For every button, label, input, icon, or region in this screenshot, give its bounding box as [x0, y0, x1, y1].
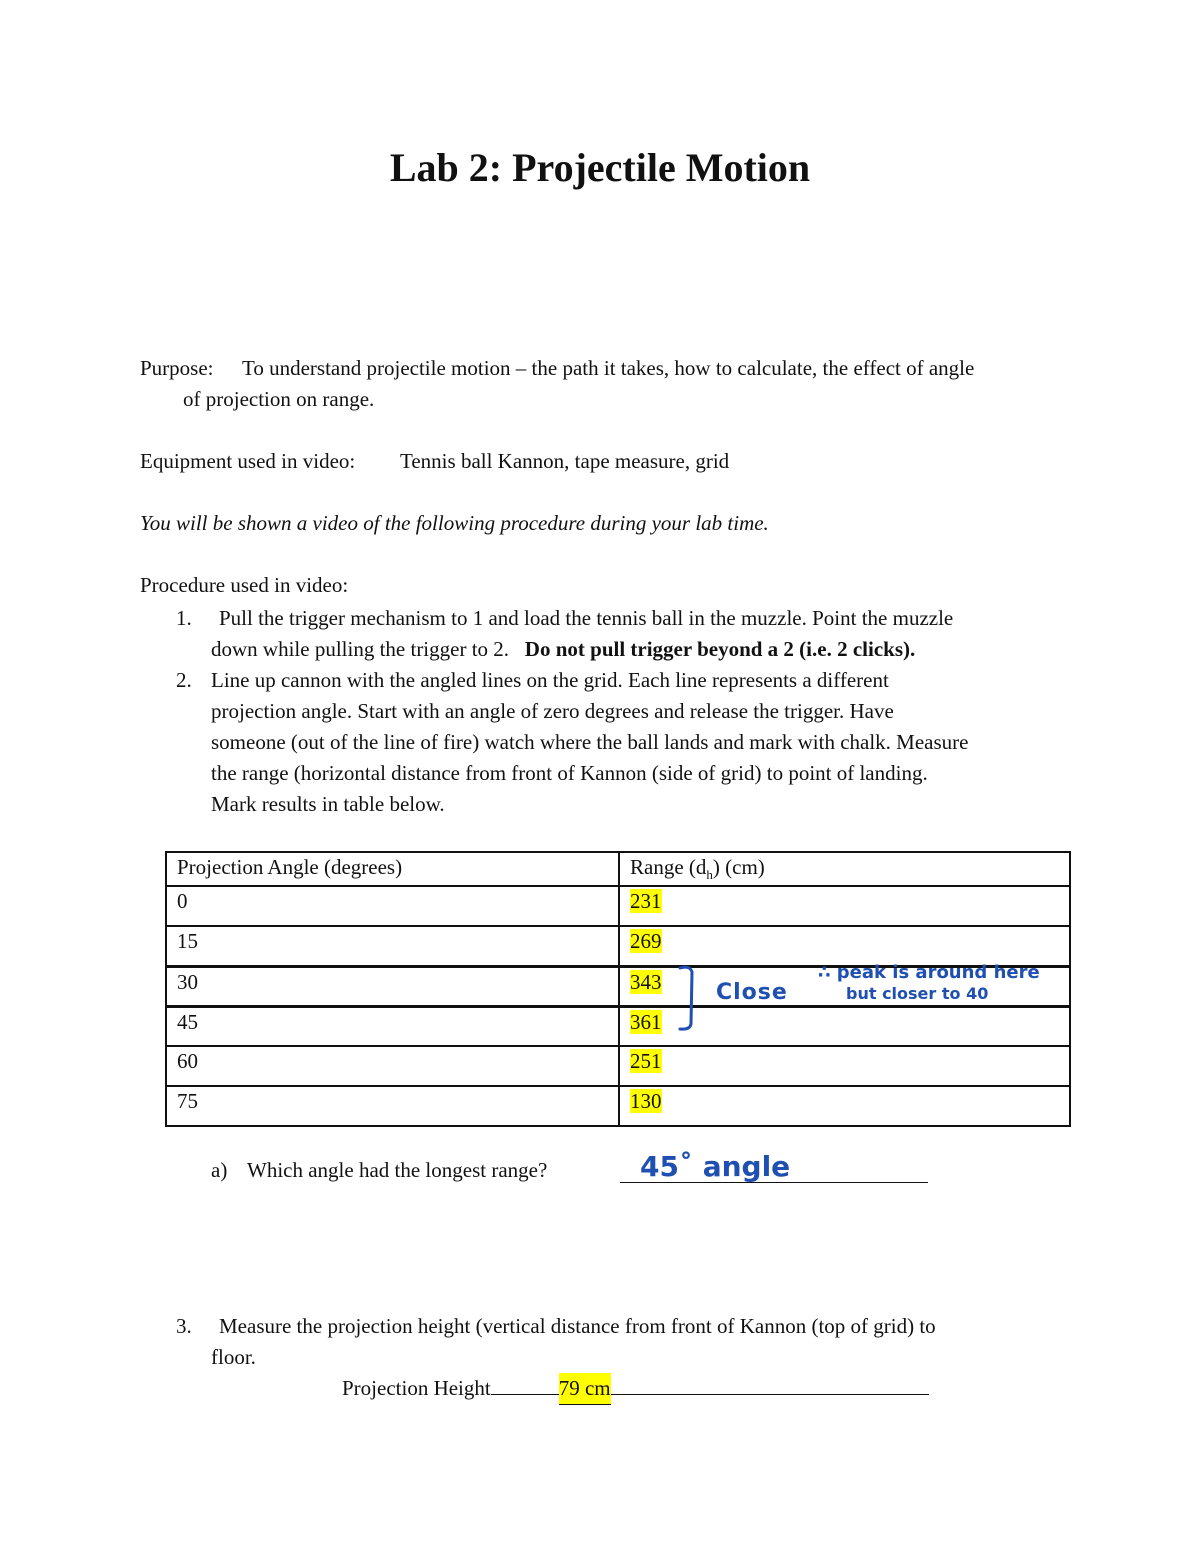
table-row [166, 1006, 1070, 1046]
handwritten-note-line2: but closer to 40 [846, 984, 989, 1003]
step3-line1: Measure the projection height (vertical distance from front of Kannon (top of grid) to [219, 1314, 936, 1338]
equipment-text: Tennis ball Kannon, tape measure, grid [400, 449, 730, 473]
handwritten-answer-a: 45˚ angle [640, 1150, 791, 1183]
purpose-label: Purpose: [140, 356, 214, 380]
range-value: 130 [630, 1089, 662, 1114]
range-value: 343 [630, 969, 662, 994]
table-row [166, 886, 1070, 926]
equipment-label: Equipment used in video: [140, 449, 356, 473]
table-header-row [166, 852, 1070, 886]
projection-height-value: 79 cm [559, 1373, 611, 1405]
step3-number: 3. [176, 1314, 192, 1338]
range-value: 269 [630, 929, 662, 954]
step1-number: 1. [176, 606, 192, 630]
header-range [619, 852, 1070, 886]
table-row [166, 1086, 1070, 1126]
step1-line2 [211, 634, 915, 665]
video-note: You will be shown a video of the following procedure during your lab time. [140, 511, 769, 535]
range-value: 231 [630, 889, 662, 914]
table-row [166, 926, 1070, 966]
angle-cell: 45 [166, 1006, 619, 1046]
projection-height-blank-right [611, 1374, 929, 1395]
range-cell [619, 1086, 1070, 1126]
step2-line2: projection angle. Start with an angle of zero degrees and release the trigger. Have [211, 699, 894, 723]
step2-line4: the range (horizontal distance from front of Kannon (side of grid) to point of landing. [211, 761, 928, 785]
step3-line2: floor. [211, 1345, 256, 1369]
step2-number: 2. [176, 668, 192, 692]
range-value: 251 [630, 1049, 662, 1074]
angle-cell: 75 [166, 1086, 619, 1126]
header-angle: Projection Angle (degrees) [166, 852, 619, 886]
angle-cell: 30 [166, 966, 619, 1006]
angle-cell: 60 [166, 1046, 619, 1086]
angle-cell: 0 [166, 886, 619, 926]
range-value: 361 [630, 1009, 662, 1034]
header-range-unit: ) (cm) [712, 855, 765, 879]
step1-line1: Pull the trigger mechanism to 1 and load the tennis ball in the muzzle. Point the muzzle [219, 606, 954, 630]
step2-line1: Line up cannon with the angled lines on the grid. Each line represents a different [211, 668, 889, 692]
step2-line5: Mark results in table below. [211, 792, 445, 816]
header-range-subscript: h [706, 867, 713, 883]
step2-line3: someone (out of the line of fire) watch where the ball lands and mark with chalk. Measure [211, 730, 969, 754]
purpose-text-line2: of projection on range. [183, 387, 375, 411]
projection-height-blank-left [491, 1374, 559, 1395]
table-row [166, 1046, 1070, 1086]
handwritten-bracket-icon [676, 962, 706, 1034]
header-range-text: Range (d [630, 855, 707, 879]
step1-warning: Do not pull trigger beyond a 2 (i.e. 2 clicks). [524, 637, 916, 661]
question-a-text: Which angle had the longest range? [247, 1158, 548, 1182]
question-a-label: a) [211, 1158, 228, 1182]
projection-height-row [342, 1373, 929, 1405]
angle-cell: 15 [166, 926, 619, 966]
handwritten-close: Close [716, 980, 788, 1005]
range-cell [619, 886, 1070, 926]
page-title: Lab 2: Projectile Motion [389, 145, 811, 190]
purpose-text-line1: To understand projectile motion – the path it takes, how to calculate, the effect of angle [242, 356, 975, 380]
procedure-label: Procedure used in video: [140, 573, 349, 597]
handwritten-note-line1: ∴ peak is around here [818, 962, 1040, 983]
range-cell [619, 926, 1070, 966]
step1-line2-plain: down while pulling the trigger to 2. [211, 637, 525, 661]
projection-height-label: Projection Height [342, 1376, 491, 1400]
range-cell [619, 1046, 1070, 1086]
